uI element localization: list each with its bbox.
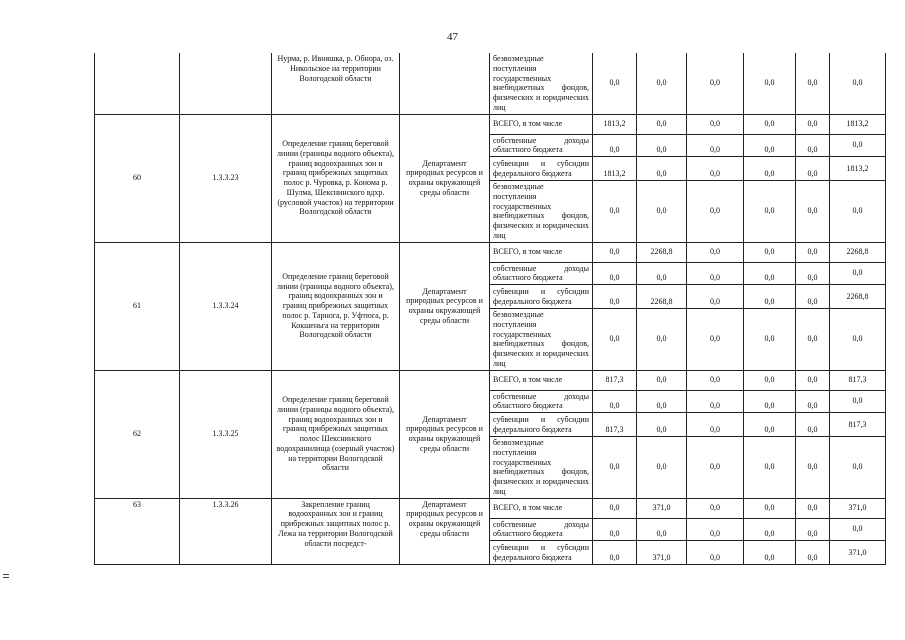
- value-cell: 0,0: [796, 390, 830, 413]
- value-cell: 1813,2: [830, 157, 886, 181]
- table-row: [95, 498, 886, 518]
- measure-description: Определение границ береговой линии (границы водного объекта), границ водоохранных зон и границ прибрежных защитных полос Шекснинского водохранилища (озерный участок) на территории Вологодской области: [272, 370, 400, 498]
- margin-mark: [3, 574, 9, 578]
- value-cell: 2268,8: [637, 242, 687, 262]
- value-cell: 0,0: [796, 114, 830, 134]
- budget-table: [94, 53, 886, 565]
- value-cell: 0,0: [796, 437, 830, 499]
- value-cell: 2268,8: [830, 285, 886, 309]
- value-cell: 0,0: [593, 242, 637, 262]
- value-cell: 0,0: [637, 437, 687, 499]
- value-cell: 0,0: [687, 242, 744, 262]
- value-cell: 0,0: [593, 285, 637, 309]
- department-name: Департамент природных ресурсов и охраны окружающей среды области: [400, 242, 490, 370]
- value-cell: 0,0: [796, 53, 830, 114]
- value-cell: 0,0: [744, 370, 796, 390]
- value-cell: 0,0: [593, 437, 637, 499]
- source-label-regional: собственные доходы областного бюджета: [490, 134, 593, 157]
- value-cell: 2268,8: [830, 242, 886, 262]
- row-number: 60: [95, 114, 180, 242]
- value-cell: 0,0: [593, 541, 637, 565]
- cell-department-empty: [400, 53, 490, 114]
- value-cell: 0,0: [593, 390, 637, 413]
- value-cell: 0,0: [796, 262, 830, 285]
- value-cell: 0,0: [744, 134, 796, 157]
- source-label-regional: собственные доходы областного бюджета: [490, 518, 593, 541]
- value-cell: 0,0: [830, 262, 886, 285]
- value-cell: 0,0: [687, 309, 744, 371]
- value-cell: 0,0: [687, 390, 744, 413]
- value-cell: 0,0: [593, 498, 637, 518]
- value-cell: 0,0: [637, 53, 687, 114]
- value-cell: 0,0: [830, 518, 886, 541]
- value-cell: 0,0: [744, 518, 796, 541]
- value-cell: 0,0: [687, 157, 744, 181]
- value-cell: 371,0: [830, 498, 886, 518]
- value-cell: 817,3: [593, 413, 637, 437]
- value-cell: 0,0: [744, 541, 796, 565]
- value-cell: 0,0: [796, 518, 830, 541]
- department-name: Департамент природных ресурсов и охраны окружающей среды области: [400, 498, 490, 565]
- measure-code: 1.3.3.25: [180, 370, 272, 498]
- source-label-subventions: субвенции и субсидии федерального бюджета: [490, 157, 593, 181]
- value-cell: 2268,8: [637, 285, 687, 309]
- value-cell: 817,3: [593, 370, 637, 390]
- value-cell: 0,0: [637, 370, 687, 390]
- value-cell: 0,0: [796, 134, 830, 157]
- value-cell: 0,0: [637, 262, 687, 285]
- value-cell: 0,0: [830, 309, 886, 371]
- table-row: [95, 242, 886, 262]
- row-number: 61: [95, 242, 180, 370]
- value-cell: 0,0: [687, 181, 744, 243]
- value-cell: 817,3: [830, 370, 886, 390]
- row-number: 63: [95, 498, 180, 565]
- value-cell: 0,0: [830, 181, 886, 243]
- value-cell: 0,0: [744, 413, 796, 437]
- page-number: 47: [447, 31, 458, 43]
- value-cell: 0,0: [637, 413, 687, 437]
- measure-code: 1.3.3.26: [180, 498, 272, 565]
- value-cell: 0,0: [796, 309, 830, 371]
- source-label-regional: собственные доходы областного бюджета: [490, 390, 593, 413]
- source-label-gratuitous: безвозмездные поступления государственных внебюджетных фондов, физических и юридических лиц: [490, 53, 593, 114]
- source-label-total: ВСЕГО, в том числе: [490, 114, 593, 134]
- value-cell: 0,0: [593, 134, 637, 157]
- source-label-total: ВСЕГО, в том числе: [490, 242, 593, 262]
- value-cell: 0,0: [744, 390, 796, 413]
- row-number: 62: [95, 370, 180, 498]
- value-cell: 0,0: [796, 413, 830, 437]
- value-cell: 0,0: [744, 498, 796, 518]
- value-cell: 0,0: [637, 309, 687, 371]
- source-label-gratuitous: безвозмездные поступления государственных внебюджетных фондов, физических и юридических лиц: [490, 181, 593, 243]
- value-cell: 0,0: [744, 181, 796, 243]
- value-cell: 0,0: [687, 518, 744, 541]
- value-cell: 0,0: [796, 157, 830, 181]
- value-cell: 0,0: [637, 518, 687, 541]
- value-cell: 0,0: [593, 262, 637, 285]
- value-cell: 0,0: [744, 285, 796, 309]
- value-cell: 0,0: [593, 518, 637, 541]
- value-cell: 817,3: [830, 413, 886, 437]
- value-cell: 0,0: [830, 134, 886, 157]
- value-cell: 0,0: [796, 242, 830, 262]
- table-row-continuation: [95, 53, 886, 114]
- value-cell: 0,0: [830, 437, 886, 499]
- value-cell: 0,0: [796, 181, 830, 243]
- measure-description: Закрепление границ водоохранных зон и границ прибрежных защитных полос р. Лежа на территории Вологодской области посредст-: [272, 498, 400, 565]
- value-cell: 1813,2: [830, 114, 886, 134]
- measure-code: 1.3.3.23: [180, 114, 272, 242]
- source-label-subventions: субвенции и субсидии федерального бюджета: [490, 541, 593, 565]
- value-cell: 0,0: [796, 498, 830, 518]
- value-cell: 0,0: [637, 114, 687, 134]
- source-label-gratuitous: безвозмездные поступления государственных внебюджетных фондов, физических и юридических лиц: [490, 437, 593, 499]
- cell-number-empty: [95, 53, 180, 114]
- value-cell: 0,0: [744, 53, 796, 114]
- source-label-regional: собственные доходы областного бюджета: [490, 262, 593, 285]
- value-cell: 371,0: [637, 498, 687, 518]
- value-cell: 0,0: [687, 134, 744, 157]
- value-cell: 0,0: [687, 541, 744, 565]
- source-label-subventions: субвенции и субсидии федерального бюджета: [490, 413, 593, 437]
- department-name: Департамент природных ресурсов и охраны окружающей среды области: [400, 370, 490, 498]
- measure-code: 1.3.3.24: [180, 242, 272, 370]
- measure-description: Определение границ береговой линии (границы водного объекта), границ водоохранных зон и границ прибрежных защитных полос р. Тарнога, р. Уфтюга, р. Кокшеньга на территории Вологодской области: [272, 242, 400, 370]
- value-cell: 371,0: [637, 541, 687, 565]
- value-cell: 0,0: [593, 181, 637, 243]
- value-cell: 0,0: [687, 370, 744, 390]
- source-label-total: ВСЕГО, в том числе: [490, 498, 593, 518]
- value-cell: 0,0: [830, 53, 886, 114]
- value-cell: 0,0: [744, 114, 796, 134]
- source-label-total: ВСЕГО, в том числе: [490, 370, 593, 390]
- value-cell: 0,0: [687, 262, 744, 285]
- value-cell: 0,0: [744, 242, 796, 262]
- value-cell: 0,0: [744, 157, 796, 181]
- value-cell: 1813,2: [593, 114, 637, 134]
- measure-description: Определение границ береговой линии (границы водного объекта), границ водоохранных зон и границ прибрежных защитных полос р. Чуровка, р. Конома р. Шулма, Шекснинского вдхр. (русловой участок) на территории Вологодской области: [272, 114, 400, 242]
- value-cell: 0,0: [744, 309, 796, 371]
- value-cell: 0,0: [796, 370, 830, 390]
- value-cell: 0,0: [687, 53, 744, 114]
- value-cell: 0,0: [687, 498, 744, 518]
- value-cell: 0,0: [744, 262, 796, 285]
- value-cell: 0,0: [637, 181, 687, 243]
- source-label-gratuitous: безвозмездные поступления государственных внебюджетных фондов, физических и юридических лиц: [490, 309, 593, 371]
- value-cell: 0,0: [637, 134, 687, 157]
- value-cell: 0,0: [637, 157, 687, 181]
- value-cell: 1813,2: [593, 157, 637, 181]
- value-cell: 0,0: [796, 541, 830, 565]
- source-label-subventions: субвенции и субсидии федерального бюджета: [490, 285, 593, 309]
- value-cell: 0,0: [593, 309, 637, 371]
- value-cell: 0,0: [687, 285, 744, 309]
- value-cell: 0,0: [687, 413, 744, 437]
- department-name: Департамент природных ресурсов и охраны окружающей среды области: [400, 114, 490, 242]
- value-cell: 0,0: [830, 390, 886, 413]
- value-cell: 0,0: [593, 53, 637, 114]
- value-cell: 0,0: [796, 285, 830, 309]
- value-cell: 0,0: [687, 114, 744, 134]
- measure-description: Нурма, р. Ивняшка, р. Обнора, оз. Никольское на территории Вологодской области: [272, 53, 400, 114]
- table-row: [95, 114, 886, 134]
- table-row: [95, 370, 886, 390]
- cell-code-empty: [180, 53, 272, 114]
- value-cell: 371,0: [830, 541, 886, 565]
- value-cell: 0,0: [637, 390, 687, 413]
- value-cell: 0,0: [744, 437, 796, 499]
- value-cell: 0,0: [687, 437, 744, 499]
